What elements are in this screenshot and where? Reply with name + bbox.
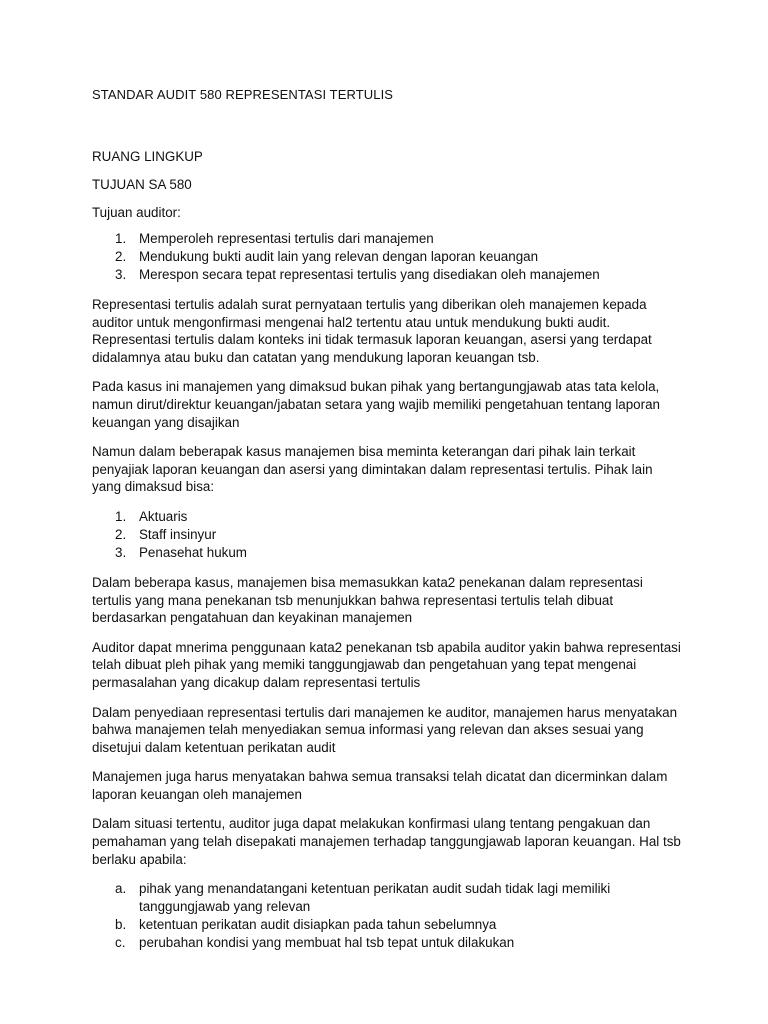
list-item <box>92 880 682 916</box>
paragraph-acceptance: Auditor dapat mnerima penggunaan kata2 penekanan tsb apabila auditor yakin bahwa representasi telah dibuat pleh pihak yang memiki tanggungjawab dan pengetahuan yang tepat mengenai permasalahan yang dicakup dalam representasi tertulis <box>92 639 681 690</box>
auditor-goals-list <box>92 230 682 284</box>
paragraph-provision: Dalam penyediaan representasi tertulis dari manajemen ke auditor, manajemen harus menyatakan bahwa manajemen telah menyediakan semua informasi yang relevan dan akses sesuai yang disetujui dalam ketentuan perikatan audit <box>92 704 678 755</box>
paragraph-definition: Representasi tertulis adalah surat pernyataan tertulis yang diberikan oleh manajemen kepada auditor untuk mengonfirmasi mengenai hal2 tertentu atau untuk mendukung bukti audit. Representasi tertulis dalam konteks ini tidak termasuk laporan keuangan, asersi yang terdapat didalamnya atau buku dan catatan yang mendukung laporan keuangan tsb. <box>92 297 652 365</box>
list-item-text: Mendukung bukti audit lain yang relevan dengan laporan keuangan <box>139 249 539 264</box>
paragraph-emphasis: Dalam beberapa kasus, manajemen bisa memasukkan kata2 penekanan dalam representasi tertulis yang mana penekanan tsb menunjukkan bahwa representasi tertulis telah dibuat berdasarkan pengatahuan dan keyakinan manajemen <box>92 574 643 626</box>
list-item <box>92 248 682 266</box>
list-marker: 1. <box>115 231 127 246</box>
list-item-text: Penasehat hukum <box>139 544 247 560</box>
document-title: STANDAR AUDIT 580 REPRESENTASI TERTULIS <box>92 87 394 102</box>
paragraph-transactions: Manajemen juga harus menyatakan bahwa semua transaksi telah dicatat dan dicerminkan dalam laporan keuangan oleh manajemen <box>92 769 668 802</box>
list-item <box>92 526 682 544</box>
list-item <box>92 916 682 934</box>
list-marker: a. <box>115 881 127 897</box>
list-marker: 3. <box>115 544 127 560</box>
conditions-list <box>92 880 682 952</box>
list-item-text: ketentuan perikatan audit disiapkan pada tahun sebelumnya <box>139 917 497 933</box>
list-item <box>92 934 682 952</box>
heading-scope: RUANG LINGKUP <box>92 149 203 164</box>
list-item <box>92 230 682 248</box>
list-item-text: Merespon secara tepat representasi tertulis yang disediakan oleh manajemen <box>139 267 600 282</box>
heading-objective: TUJUAN SA 580 <box>92 177 192 192</box>
list-item-text: pihak yang menandatangani ketentuan perikatan audit sudah tidak lagi memiliki tanggungjawab yang relevan <box>139 881 611 915</box>
document-body <box>92 86 682 964</box>
auditor-goal-label: Tujuan auditor: <box>92 205 181 220</box>
paragraph-other-parties: Namun dalam beberapak kasus manajemen bisa meminta keterangan dari pihak lain terkait penyajiak laporan keuangan dan asersi yang dimintakan dalam representasi tertulis. Pihak lain yang dimaksud bisa: <box>92 444 653 495</box>
list-item-text: Aktuaris <box>139 508 188 524</box>
list-marker: 1. <box>115 508 127 524</box>
list-item-text: perubahan kondisi yang membuat hal tsb tepat untuk dilakukan <box>139 935 515 951</box>
list-item-text: Memperoleh representasi tertulis dari manajemen <box>139 231 434 246</box>
list-marker: 3. <box>115 267 127 282</box>
list-marker: 2. <box>115 249 127 264</box>
list-item <box>92 266 682 284</box>
list-item <box>92 544 682 562</box>
list-item-text: Staff insinyur <box>139 526 217 542</box>
list-marker: b. <box>115 917 127 933</box>
paragraph-reconfirmation: Dalam situasi tertentu, auditor juga dapat melakukan konfirmasi ulang tentang pengakuan dan pemahaman yang telah disepakati manajemen terhadap tanggungjawab laporan keuangan. Hal tsb berlaku apabila: <box>92 816 681 867</box>
list-marker: c. <box>115 935 126 951</box>
other-parties-list <box>92 508 682 562</box>
paragraph-management: Pada kasus ini manajemen yang dimaksud bukan pihak yang bertangungjawab atas tata kelola, namun dirut/direktur keuangan/jabatan setara yang wajib memiliki pengetahuan tentang laporan keuangan yang disajikan <box>92 379 660 430</box>
list-item <box>92 508 682 526</box>
list-marker: 2. <box>115 526 127 542</box>
